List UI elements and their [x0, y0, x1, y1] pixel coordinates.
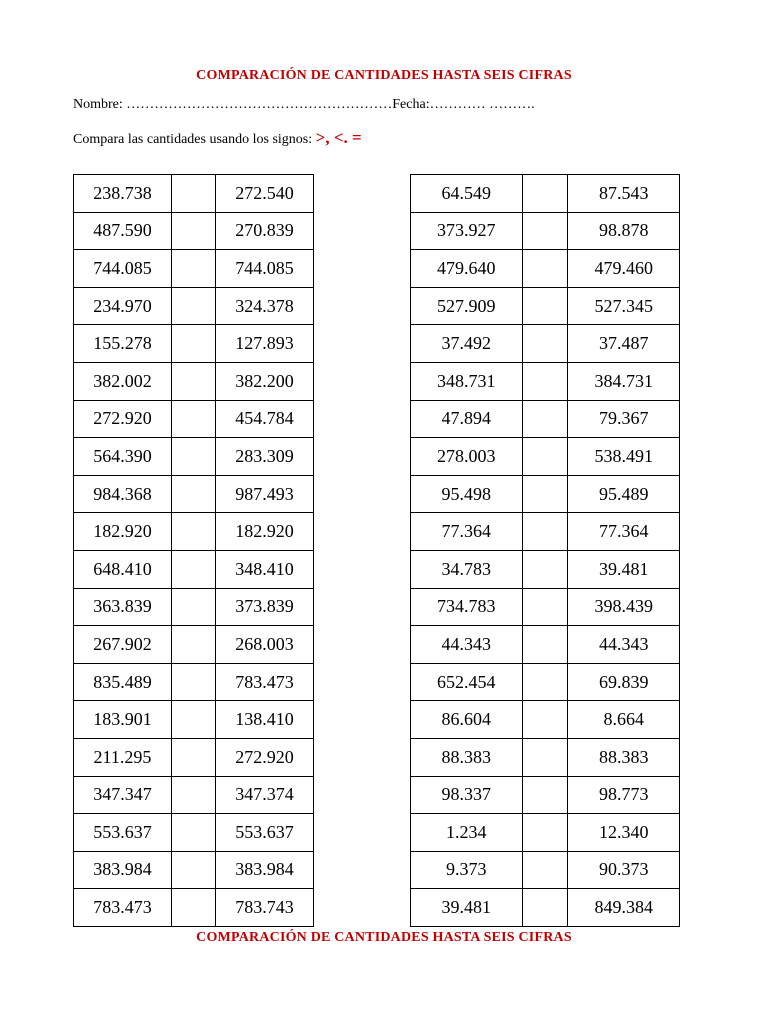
table-row — [411, 250, 680, 288]
number-left: 88.383 — [411, 738, 523, 776]
table-row — [74, 475, 314, 513]
number-right: 8.664 — [568, 701, 680, 739]
answer-box[interactable] — [522, 287, 568, 325]
number-right: 538.491 — [568, 438, 680, 476]
number-left: 39.481 — [411, 889, 523, 927]
number-left: 238.738 — [74, 175, 172, 213]
answer-box[interactable] — [522, 175, 568, 213]
instructions-text: Compara las cantidades usando los signos: — [73, 132, 316, 147]
number-right: 90.373 — [568, 851, 680, 889]
number-right: 383.984 — [216, 851, 314, 889]
answer-box[interactable] — [171, 250, 215, 288]
table-row — [74, 776, 314, 814]
number-right: 87.543 — [568, 175, 680, 213]
answer-box[interactable] — [522, 776, 568, 814]
table-row — [74, 325, 314, 363]
table-row — [411, 475, 680, 513]
table-row — [74, 175, 314, 213]
number-right: 283.309 — [216, 438, 314, 476]
answer-box[interactable] — [171, 287, 215, 325]
number-right: 127.893 — [216, 325, 314, 363]
table-row — [411, 362, 680, 400]
table-row — [411, 513, 680, 551]
answer-box[interactable] — [171, 212, 215, 250]
answer-box[interactable] — [171, 814, 215, 852]
comparison-signs: >, <. = — [315, 128, 362, 147]
answer-box[interactable] — [522, 325, 568, 363]
number-right: 479.460 — [568, 250, 680, 288]
table-row — [411, 287, 680, 325]
number-left: 564.390 — [74, 438, 172, 476]
number-left: 382.002 — [74, 362, 172, 400]
number-right: 373.839 — [216, 588, 314, 626]
number-left: 272.920 — [74, 400, 172, 438]
table-row — [74, 814, 314, 852]
footer-title: COMPARACIÓN DE CANTIDADES HASTA SEIS CIFRAS — [196, 930, 572, 945]
number-right: 98.878 — [568, 212, 680, 250]
number-left: 347.347 — [74, 776, 172, 814]
number-right: 324.378 — [216, 287, 314, 325]
date-field[interactable]: :………… ………. — [425, 97, 535, 112]
answer-box[interactable] — [522, 362, 568, 400]
table-row — [74, 550, 314, 588]
answer-box[interactable] — [522, 851, 568, 889]
answer-box[interactable] — [171, 175, 215, 213]
answer-box[interactable] — [522, 626, 568, 664]
number-right: 987.493 — [216, 475, 314, 513]
table-row — [411, 550, 680, 588]
number-right: 98.773 — [568, 776, 680, 814]
number-right: 384.731 — [568, 362, 680, 400]
number-right: 272.920 — [216, 738, 314, 776]
left-comparison-table — [73, 174, 314, 927]
number-left: 1.234 — [411, 814, 523, 852]
number-left: 984.368 — [74, 475, 172, 513]
answer-box[interactable] — [171, 325, 215, 363]
number-right: 398.439 — [568, 588, 680, 626]
number-right: 37.487 — [568, 325, 680, 363]
number-left: 44.343 — [411, 626, 523, 664]
number-right: 268.003 — [216, 626, 314, 664]
date-label: Fecha — [392, 97, 426, 112]
number-left: 234.970 — [74, 287, 172, 325]
table-row — [74, 738, 314, 776]
answer-box[interactable] — [171, 588, 215, 626]
number-right: 527.345 — [568, 287, 680, 325]
table-row — [74, 626, 314, 664]
number-left: 348.731 — [411, 362, 523, 400]
number-right: 382.200 — [216, 362, 314, 400]
number-right: 849.384 — [568, 889, 680, 927]
number-left: 363.839 — [74, 588, 172, 626]
number-left: 835.489 — [74, 663, 172, 701]
name-label: Nombre: — [73, 97, 123, 112]
answer-box[interactable] — [522, 738, 568, 776]
answer-box[interactable] — [522, 663, 568, 701]
table-row — [74, 250, 314, 288]
answer-box[interactable] — [522, 438, 568, 476]
table-row — [411, 588, 680, 626]
number-left: 652.454 — [411, 663, 523, 701]
answer-box[interactable] — [522, 588, 568, 626]
table-row — [74, 663, 314, 701]
number-right: 79.367 — [568, 400, 680, 438]
table-row — [74, 701, 314, 739]
number-right: 39.481 — [568, 550, 680, 588]
number-left: 278.003 — [411, 438, 523, 476]
number-left: 34.783 — [411, 550, 523, 588]
name-date-line — [73, 97, 535, 113]
number-left: 95.498 — [411, 475, 523, 513]
number-right: 272.540 — [216, 175, 314, 213]
number-left: 77.364 — [411, 513, 523, 551]
answer-box[interactable] — [171, 701, 215, 739]
table-row — [411, 626, 680, 664]
table-row — [411, 889, 680, 927]
answer-box[interactable] — [171, 663, 215, 701]
answer-box[interactable] — [522, 475, 568, 513]
number-right: 44.343 — [568, 626, 680, 664]
answer-box[interactable] — [171, 851, 215, 889]
number-right: 783.473 — [216, 663, 314, 701]
table-row — [411, 851, 680, 889]
number-left: 553.637 — [74, 814, 172, 852]
number-right: 69.839 — [568, 663, 680, 701]
number-left: 211.295 — [74, 738, 172, 776]
table-row — [74, 889, 314, 927]
number-left: 155.278 — [74, 325, 172, 363]
answer-box[interactable] — [522, 250, 568, 288]
number-right: 138.410 — [216, 701, 314, 739]
table-row — [411, 400, 680, 438]
answer-box[interactable] — [522, 513, 568, 551]
right-comparison-table — [410, 174, 680, 927]
table-row — [411, 438, 680, 476]
answer-box[interactable] — [171, 776, 215, 814]
answer-box[interactable] — [171, 475, 215, 513]
table-row — [74, 588, 314, 626]
number-right: 182.920 — [216, 513, 314, 551]
number-right: 553.637 — [216, 814, 314, 852]
number-left: 183.901 — [74, 701, 172, 739]
number-right: 95.489 — [568, 475, 680, 513]
number-left: 9.373 — [411, 851, 523, 889]
table-row — [411, 212, 680, 250]
answer-box[interactable] — [171, 362, 215, 400]
table-row — [74, 400, 314, 438]
table-row — [74, 212, 314, 250]
instructions — [73, 128, 362, 148]
table-row — [74, 851, 314, 889]
number-right: 348.410 — [216, 550, 314, 588]
answer-box[interactable] — [522, 814, 568, 852]
answer-box[interactable] — [171, 626, 215, 664]
answer-box[interactable] — [522, 889, 568, 927]
table-row — [411, 738, 680, 776]
table-row — [411, 663, 680, 701]
answer-box[interactable] — [171, 513, 215, 551]
number-right: 744.085 — [216, 250, 314, 288]
table-row — [74, 362, 314, 400]
table-row — [74, 513, 314, 551]
number-left: 383.984 — [74, 851, 172, 889]
number-right: 12.340 — [568, 814, 680, 852]
number-left: 47.894 — [411, 400, 523, 438]
answer-box[interactable] — [522, 400, 568, 438]
number-left: 527.909 — [411, 287, 523, 325]
number-left: 648.410 — [74, 550, 172, 588]
name-field[interactable]: ………………………………………………… — [122, 97, 393, 112]
number-left: 267.902 — [74, 626, 172, 664]
answer-box[interactable] — [171, 438, 215, 476]
answer-box[interactable] — [522, 212, 568, 250]
answer-box[interactable] — [171, 400, 215, 438]
number-right: 77.364 — [568, 513, 680, 551]
table-row — [411, 325, 680, 363]
table-row — [74, 438, 314, 476]
table-row — [411, 776, 680, 814]
page-title: COMPARACIÓN DE CANTIDADES HASTA SEIS CIFRAS — [196, 68, 572, 83]
number-left: 86.604 — [411, 701, 523, 739]
number-left: 487.590 — [74, 212, 172, 250]
number-right: 783.743 — [216, 889, 314, 927]
answer-box[interactable] — [171, 738, 215, 776]
answer-box[interactable] — [171, 550, 215, 588]
number-right: 454.784 — [216, 400, 314, 438]
table-row — [411, 814, 680, 852]
number-left: 783.473 — [74, 889, 172, 927]
number-left: 37.492 — [411, 325, 523, 363]
number-left: 373.927 — [411, 212, 523, 250]
answer-box[interactable] — [171, 889, 215, 927]
number-left: 479.640 — [411, 250, 523, 288]
number-left: 182.920 — [74, 513, 172, 551]
table-row — [411, 701, 680, 739]
number-right: 347.374 — [216, 776, 314, 814]
number-right: 88.383 — [568, 738, 680, 776]
answer-box[interactable] — [522, 550, 568, 588]
table-row — [74, 287, 314, 325]
number-left: 744.085 — [74, 250, 172, 288]
number-right: 270.839 — [216, 212, 314, 250]
number-left: 64.549 — [411, 175, 523, 213]
answer-box[interactable] — [522, 701, 568, 739]
table-row — [411, 175, 680, 213]
number-left: 98.337 — [411, 776, 523, 814]
number-left: 734.783 — [411, 588, 523, 626]
